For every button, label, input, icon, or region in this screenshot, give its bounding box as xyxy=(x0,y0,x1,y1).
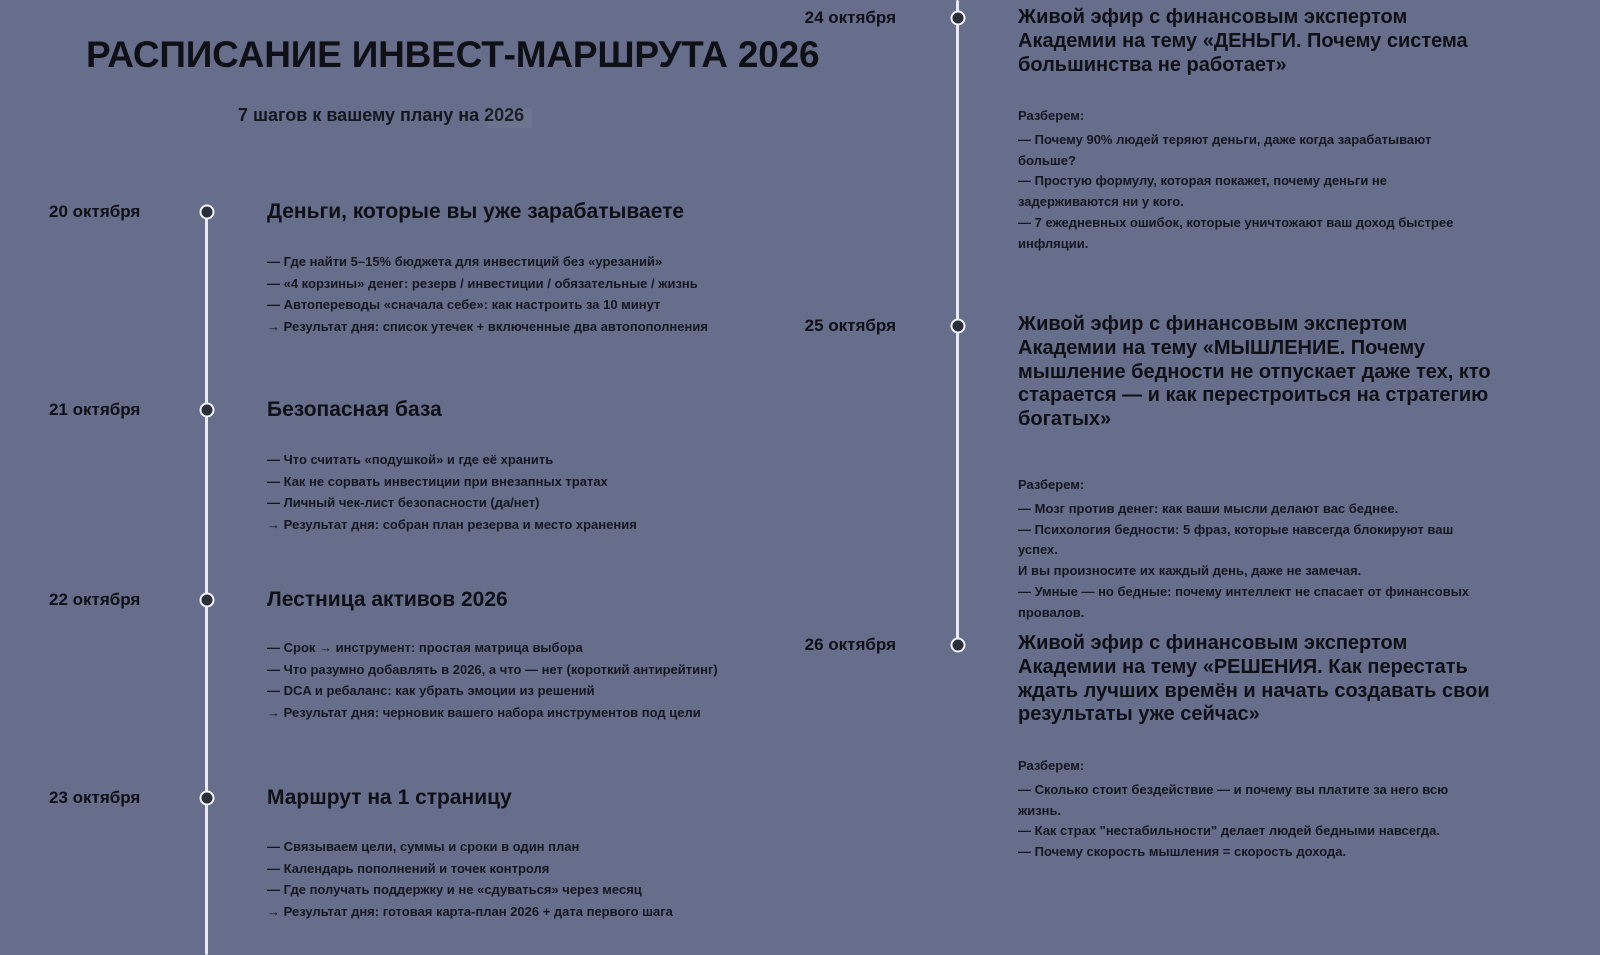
timeline-date: 26 октября xyxy=(804,635,896,654)
timeline-dot-marker xyxy=(199,791,214,806)
bullet-line: — Почему 90% людей теряют деньги, даже когда зарабатывают больше? xyxy=(1018,131,1432,168)
bullet-line: — DCA и ребаланс: как убрать эмоции из решений xyxy=(267,683,595,699)
timeline-date: 25 октября xyxy=(804,316,896,335)
bullet-line: — Автопереводы «сначала себе»: как настроить за 10 минут xyxy=(267,297,661,313)
bullet-line: — Почему скорость мышления = скорость дохода. xyxy=(1018,844,1347,860)
timeline-dot-marker xyxy=(199,593,214,608)
timeline-entry-title: Маршрут на 1 страницу xyxy=(267,786,512,809)
timeline-date: 20 октября xyxy=(49,202,141,221)
bullet-line: → Результат дня: собран план резерва и место хранения xyxy=(267,517,637,533)
timeline-date: 22 октября xyxy=(49,590,141,609)
timeline-dot-marker xyxy=(950,638,965,653)
bullet-line: — 7 ежедневных ошибок, которые уничтожают ваш доход быстрее инфляции. xyxy=(1018,214,1454,251)
timeline-date: 21 октября xyxy=(49,400,141,419)
bullets-lead: Разберем: xyxy=(1018,758,1085,773)
bullet-line: — Простую формулу, которая покажет, почему деньги не задерживаются ни у кого. xyxy=(1018,173,1388,210)
bullet-line: — Психология бедности: 5 фраз, которые навсегда блокируют ваш успех. xyxy=(1018,521,1454,558)
bullet-line: — Что разумно добавлять в 2026, а что — нет (короткий антирейтинг) xyxy=(267,661,718,677)
bullet-line: → Результат дня: список утечек + включенные два автопополнения xyxy=(267,319,708,335)
bullet-line: — Личный чек-лист безопасности (да/нет) xyxy=(267,495,540,511)
bullets-lead: Разберем: xyxy=(1018,477,1085,492)
bullet-line: → Результат дня: черновик вашего набора инструментов под цели xyxy=(267,705,701,721)
timeline-dot-marker xyxy=(950,319,965,334)
timeline-rail-left xyxy=(205,212,208,955)
bullet-line: — Как не сорвать инвестиции при внезапных тратах xyxy=(267,473,608,489)
bullet-line: — Связываем цели, суммы и сроки в один план xyxy=(267,839,580,854)
bullet-line: — Календарь пополнений и точек контроля xyxy=(267,860,550,876)
timeline-entry-title: Лестница активов 2026 xyxy=(267,588,508,611)
bullet-line: — Как страх "нестабильности" делает людей бедными навсегда. xyxy=(1018,823,1441,839)
timeline-entry-bullets xyxy=(1018,106,1488,255)
timeline-entry-title: Безопасная база xyxy=(267,398,442,421)
bullet-line: — Мозг против денег: как ваши мысли делают вас беднее. xyxy=(1018,500,1399,516)
timeline-entry-bullets xyxy=(1018,756,1488,863)
timeline-dot-marker xyxy=(950,11,965,26)
timeline-entry-title: Живой эфир с финансовым экспертом Академии на тему «МЫШЛЕНИЕ. Почему мышление бедности не отпускает даже тех, кто старается — и как перестроиться на стратегию богатых» xyxy=(1018,313,1491,431)
bullet-line: И вы произносите их каждый день, даже не замечая. xyxy=(1018,563,1362,579)
timeline-entry-title: Деньги, которые вы уже зарабатываете xyxy=(267,200,685,223)
page-title: РАСПИСАНИЕ ИНВЕСТ-МАРШРУТА 2026 xyxy=(86,34,820,75)
bullet-line: — Что считать «подушкой» и где её хранить xyxy=(267,452,554,467)
bullet-line: — «4 корзины» денег: резерв / инвестиции / обязательные / жизнь xyxy=(267,275,698,291)
timeline-entry-bullets xyxy=(267,836,957,923)
timeline-entry-bullets xyxy=(267,449,957,536)
timeline-dot-marker xyxy=(199,403,214,418)
timeline-entry-bullets xyxy=(1018,475,1488,624)
bullet-line: — Где получать поддержку и не «сдуваться» через месяц xyxy=(267,882,642,898)
bullet-line: — Где найти 5–15% бюджета для инвестиций без «урезаний» xyxy=(267,254,663,269)
timeline-entry-title: Живой эфир с финансовым экспертом Академии на тему «ДЕНЬГИ. Почему система большинства не работает» xyxy=(1018,6,1468,76)
bullet-line: — Умные — но бедные: почему интеллект не спасает от финансовых провалов. xyxy=(1018,583,1470,620)
timeline-dot-marker xyxy=(199,205,214,220)
page-subtitle: 7 шагов к вашему плану на 2026 xyxy=(238,105,525,125)
bullet-line: → Результат дня: готовая карта-план 2026 + дата первого шага xyxy=(267,904,673,920)
bullet-line: — Срок → инструмент: простая матрица выбора xyxy=(267,640,583,655)
timeline-date: 23 октября xyxy=(49,788,141,807)
timeline-entry-title: Живой эфир с финансовым экспертом Академии на тему «РЕШЕНИЯ. Как перестать ждать лучших времён и начать создавать свои результаты уже сейчас» xyxy=(1018,632,1490,726)
bullets-lead: Разберем: xyxy=(1018,108,1085,123)
bullet-line: — Сколько стоит бездействие — и почему вы платите за него всю жизнь. xyxy=(1018,781,1449,818)
timeline-date: 24 октября xyxy=(804,8,896,27)
